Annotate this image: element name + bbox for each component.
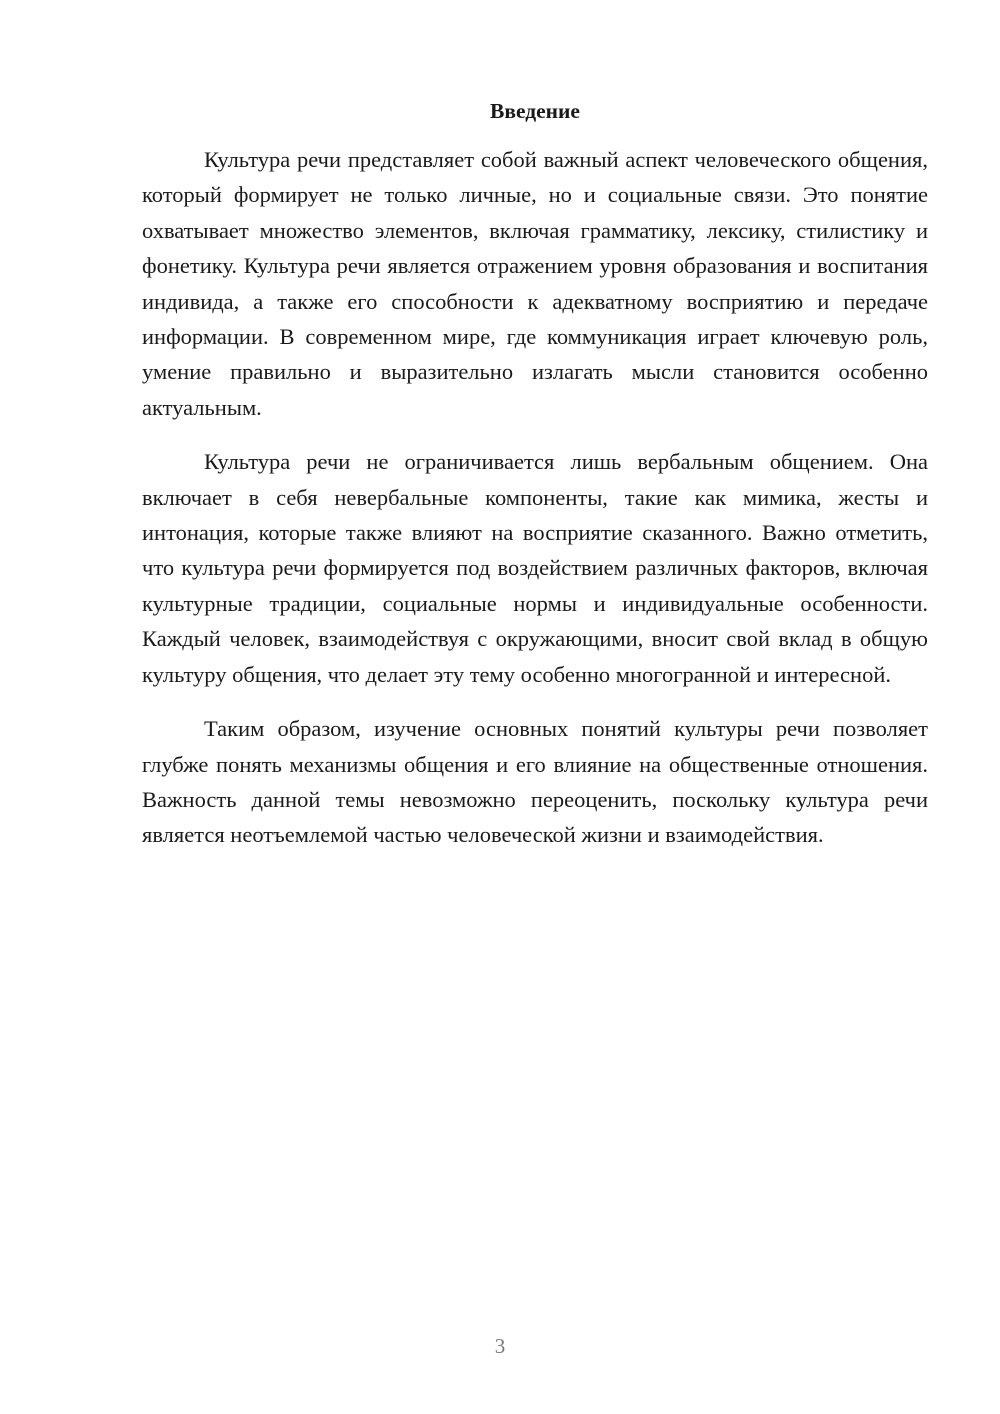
paragraph-3: Таким образом, изучение основных понятий культуры речи позволяет глубже понять механизмы общения и его влияние на общественные отношения. Важность данной темы невозможно переоценить, поскольку культура речи является неотъемлемой частью человеческой жизни и взаимодействия. bbox=[142, 716, 928, 848]
paragraph-2: Культура речи не ограничивается лишь вербальным общением. Она включает в себя невербальные компоненты, такие как мимика, жесты и интонация, которые также влияют на восприятие сказанного. Важно отметить, что культура речи формируется под воздействием различных факторов, включая культурные традиции, социальные нормы и индивидуальные особенности. Каждый человек, взаимодействуя с окружающими, вносит свой вклад в общую культуру общения, что делает эту тему особенно многогранной и интересной. bbox=[142, 449, 928, 687]
page-number: 3 bbox=[494, 1334, 506, 1358]
document-body bbox=[142, 95, 928, 872]
section-heading: Введение bbox=[490, 99, 580, 123]
paragraph-1: Культура речи представляет собой важный аспект человеческого общения, который формирует не только личные, но и социальные связи. Это понятие охватывает множество элементов, включая грамматику, лексику, стилистику и фонетику. Культура речи является отражением уровня образования и воспитания индивида, а также его способности к адекватному восприятию и передаче информации. В современном мире, где коммуникация играет ключевую роль, умение правильно и выразительно излагать мысли становится особенно актуальным. bbox=[142, 147, 928, 420]
